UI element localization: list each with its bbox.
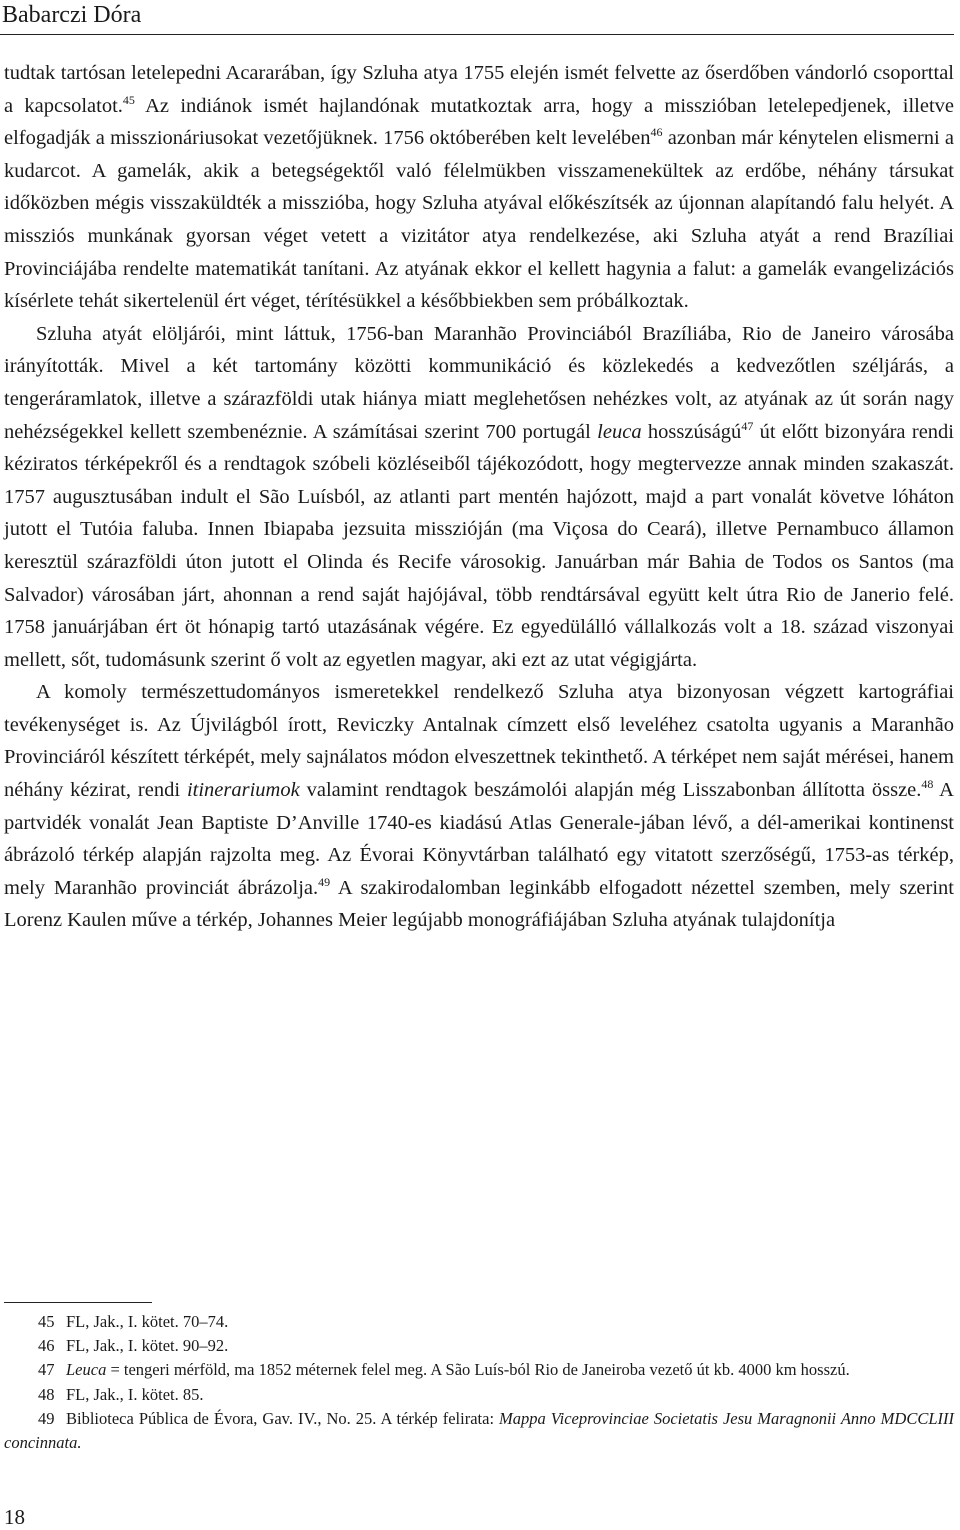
footnote-text: Biblioteca Pública de Évora, Gav. IV., No. 25. A térkép felirata: bbox=[66, 1408, 500, 1428]
text-run: Az indiánok ismét hajlandónak mutatkoztak arra, hogy a misszióban letelepedjenek, illetve elfogadják a misszionáriusokat vezetőjüknek. 1756 októberében kelt levelében bbox=[4, 94, 954, 150]
paragraph-2 bbox=[4, 318, 954, 677]
text-run: tudtak tartósan letelepedni Acararában, így Szluha atya 1755 elején ismét felvette az őserdőben vándorló csoporttal a kapcsolatot. bbox=[4, 62, 954, 117]
footnote-47 bbox=[4, 1358, 954, 1382]
text-run: Szluha atyát elöljárói, mint láttuk, 1756-ban Maranhão Provinciából Brazíliába, Rio de Janeiro városába irányították. Mivel a két tartomány közötti kommunikáció és közlekedés a kedvezőtlen széljárás, a tengeráramlatok, illetve a szárazföldi utak hiánya miatt meglehetősen nehézkes volt, az atyának az út során nagy nehézségekkel kellett szembenéznie. A számításai szerint 700 portugál bbox=[4, 322, 954, 443]
footnote-ref-47[interactable]: 47 bbox=[741, 418, 754, 433]
footnote-48 bbox=[4, 1383, 954, 1407]
footnote-ref-48[interactable]: 48 bbox=[921, 777, 934, 792]
footnote-separator bbox=[4, 1302, 152, 1303]
footnote-ref-46[interactable]: 46 bbox=[650, 125, 663, 140]
page-number: 18 bbox=[4, 1505, 25, 1529]
footnote-ref-45[interactable]: 45 bbox=[122, 92, 135, 107]
footnote-text: FL, Jak., I. kötet. 90–92. bbox=[66, 1336, 229, 1356]
footnotes bbox=[4, 1310, 954, 1455]
footnote-text: FL, Jak., I. kötet. 70–74. bbox=[66, 1312, 229, 1331]
footnote-45 bbox=[4, 1310, 954, 1334]
running-header bbox=[0, 0, 954, 35]
footnote-46 bbox=[4, 1334, 954, 1358]
text-run: hosszúságú bbox=[641, 420, 742, 443]
italic-term: leuca bbox=[597, 420, 642, 443]
text-run: A szakirodalomban leginkább elfogadott nézettel szemben, mely szerint Lorenz Kaulen műve a térkép, Johannes Meier legújabb monográfiájában Szluha atyának tulajdonítja bbox=[4, 876, 954, 932]
footnote-number: 47 bbox=[38, 1360, 55, 1380]
text-run: A komoly természettudományos ismeretekkel rendelkező Szluha atya bizonyosan végzett kartográfiai tevékenységet is. Az Újvilágból írott, Reviczky Antalnak címzett első leveléhez csatolta ugyanis a Maranhão Provinciáról készített térképét, mely sajnálatos módon elveszettnek tekinthető. A térképet nem saját mérései, hanem néhány kézirat, rendi bbox=[4, 681, 954, 802]
footnote-italic-term: Leuca bbox=[66, 1360, 107, 1380]
text-run: azonban már kénytelen elismerni a kudarcot. A gamelák, akik a betegségektől való félelmükben visszamenekültek az erdőbe, néhány társukat időközben mégis visszaküldték a misszióba, hogy Szluha atyával előkészítsék az újonnan alapítandó falu helyét. A missziós munkának gyorsan véget vetett a vizitátor atya rendelkezése, aki Szluha atyát a rend Brazíliai Provinciájába rendelte matematikát tanítani. Az atyának ekkor el kellett hagynia a falut: a gamelák evangelizációs kísérlete tehát sikertelenül ért véget, térítésükkel a későbbiekben sem próbálkoztak. bbox=[4, 127, 954, 313]
paragraph-3 bbox=[4, 676, 954, 937]
author-name: Babarczi Dóra bbox=[2, 2, 142, 28]
footnote-number: 45 bbox=[38, 1312, 55, 1331]
text-run: út előtt bizonyára rendi kéziratos térképekről és a rendtagok szóbeli közléseiből tájékozódott, hogy megtervezze annak minden szakaszát. 1757 augusztusában indult el São Luísból, az atlanti part mentén hajózott, majd a part vonalát követve lóháton jutott el Tutóia faluba. Innen Ibiapaba jezsuita misszióján (ma Viçosa do Ceará), illetve Pernambuco államon keresztül szárazföldi úton jutott el Olinda és Recife városokig. Januárban már Bahia de Todos os Santos (ma Salvador) városában járt, ahonnan a rend saját hajójával, több rendtársával együtt kelt útra Rio de Janerio felé. 1758 januárjában ért öt hónapig tartó utazásának végére. Ez egyedülálló vállalkozás volt a 18. század viszonyai mellett, sőt, tudomásunk szerint ő volt az egyetlen magyar, aki ezt az utat végigjárta. bbox=[4, 420, 954, 671]
italic-term: itinerariumok bbox=[186, 779, 300, 802]
footnote-number: 48 bbox=[38, 1384, 55, 1404]
footnote-text: = tengeri mérföld, ma 1852 méternek felel meg. A São Luís-ból Rio de Janeiroba vezető út kb. 4000 km hosszú. bbox=[106, 1360, 850, 1380]
footnote-ref-49[interactable]: 49 bbox=[318, 874, 331, 889]
paragraph-1 bbox=[4, 57, 954, 318]
text-run: valamint rendtagok beszámolói alapján még Lisszabonban állította össze. bbox=[299, 779, 922, 802]
main-text bbox=[4, 57, 954, 937]
footnote-italic-title: Mappa Viceprovinciae Societatis Jesu Maragnonii Anno MDCCLIII concinnata. bbox=[4, 1408, 954, 1453]
text-run: A partvidék vonalát Jean Baptiste D’Anville 1740-es kiadású Atlas Generale-jában lévő, a dél-amerikai kontinenst ábrázoló térkép alapján rajzolta meg. Az Évorai Könyvtárban található egy vitatott szerzőségű, 1753-as térkép, mely Maranhão provinciát ábrázolja. bbox=[4, 779, 954, 899]
footnote-text: FL, Jak., I. kötet. 85. bbox=[66, 1384, 204, 1404]
footnote-number: 49 bbox=[38, 1408, 55, 1428]
footnote-49 bbox=[4, 1407, 954, 1455]
footnote-number: 46 bbox=[38, 1336, 55, 1356]
